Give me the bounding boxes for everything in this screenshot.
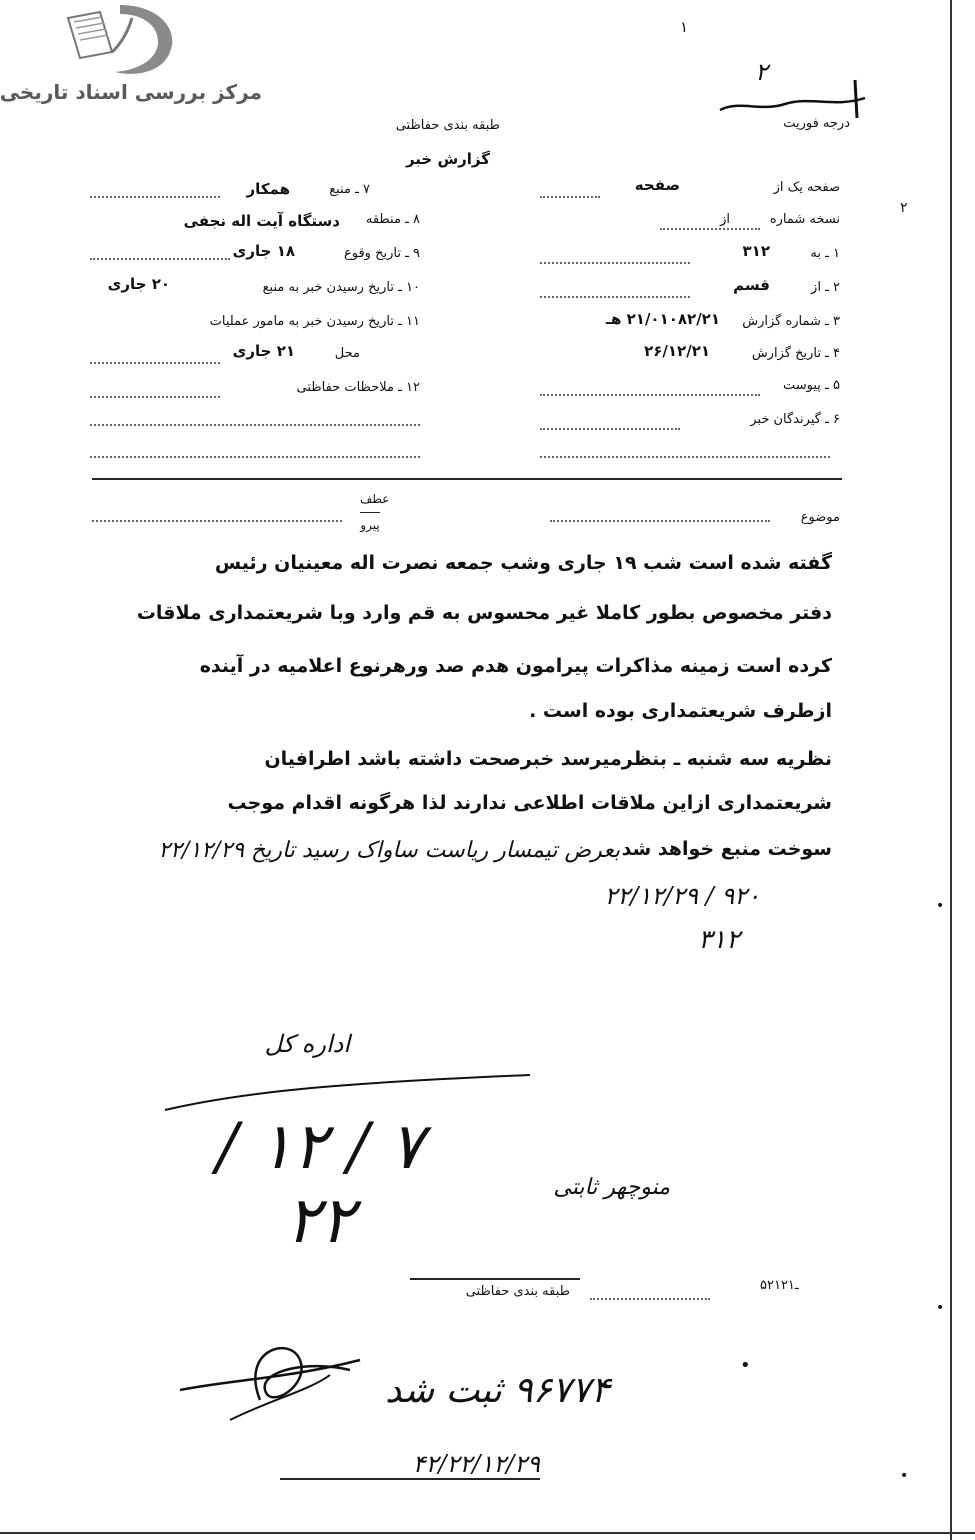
body-line-3: کرده است زمینه مذاکرات پیرامون هدم صد ورهرنوع اعلامیه در آینده	[199, 655, 832, 677]
logo-text: مرکز بررسی اسناد تاریخی	[0, 80, 262, 104]
field-6-label: ۶ ـ گیرندگان خبر	[750, 412, 840, 427]
field-1-label: ۱ ـ به	[810, 246, 840, 261]
margin-mark: ۲	[900, 200, 908, 216]
field-8-label: ۸ ـ منطقه	[365, 212, 420, 227]
body-line-7: سوخت منبع خواهد شد	[621, 838, 832, 860]
field-8-value: دستگاه آیت اله نجفی	[183, 212, 340, 230]
body-line-1: گفته شده است شب ۱۹ جاری وشب جمعه نصرت اله معینیان رئیس	[214, 552, 832, 574]
field-7-value: همکار	[246, 180, 290, 198]
footer-classification: طبقه بندی حفاظتی	[465, 1284, 570, 1299]
handwritten-note-3: ۳۱۲	[698, 925, 740, 955]
margin-dot: •	[936, 898, 945, 914]
signature-name: منوچهر ثابتی	[553, 1175, 670, 1200]
handwritten-bottom-date: ۴۲/۲۲/۱۲/۲۹	[280, 1450, 540, 1480]
margin-dot: •	[936, 1300, 945, 1316]
field-9-label: ۹ ـ تاریخ وقوع	[343, 246, 420, 261]
field-11-label: ۱۱ ـ تاریخ رسیدن خبر به مامور عملیات	[209, 314, 420, 329]
archive-books-icon	[60, 0, 180, 80]
footer-divider	[410, 1278, 580, 1280]
subject-ref-bottom: پیرو	[360, 518, 380, 532]
copy-value: از	[720, 212, 730, 227]
page-value: صفحه	[634, 176, 680, 194]
margin-dot: •	[900, 1468, 909, 1484]
body-line-6: شریعتمداری ازاین ملاقات اطلاعی ندارند لذا هرگونه اقدام موجب	[227, 792, 832, 814]
page-label: صفحه یک از	[773, 180, 840, 195]
field-3-label: ۳ ـ شماره گزارش	[742, 314, 840, 329]
field-1-value: ۳۱۲	[742, 242, 770, 260]
dotted-line	[90, 424, 420, 426]
dotted-line	[90, 362, 220, 364]
dotted-line	[550, 520, 770, 522]
handwritten-date: ۷ / ۱۲ / ۲۲	[216, 1110, 424, 1258]
dotted-line	[540, 456, 830, 458]
handwritten-note-2: ۹۲۰ / ۲۲/۱۲/۲۹	[604, 882, 760, 910]
handwritten-note-4: اداره کل	[264, 1030, 350, 1058]
copy-label: نسخه شماره	[769, 212, 840, 227]
priority-label: درجه فوریت	[783, 116, 850, 131]
body-line-4: ازطرف شریعتمداری بوده است .	[529, 700, 832, 722]
field-2-label: ۲ ـ از	[811, 280, 840, 295]
field-11-place: محل	[334, 346, 360, 361]
classification-label: طبقه بندی حفاظتی	[395, 118, 500, 133]
subject-ref-divider	[360, 512, 380, 513]
form-number: ۵۲ـ۱۲۱	[760, 1278, 799, 1293]
dotted-line	[90, 396, 220, 398]
page-edge-right	[950, 0, 952, 1540]
body-line-2: دفتر مخصوص بطور کاملا غیر محسوس به قم وارد وبا شریعتمداری ملاقات	[136, 602, 832, 624]
page-edge-bottom	[0, 1532, 975, 1534]
document-title: گزارش خبر	[405, 150, 490, 168]
field-11-value: ۲۱ جاری	[232, 342, 295, 360]
dotted-line	[90, 196, 220, 198]
field-10-label: ۱۰ ـ تاریخ رسیدن خبر به منبع	[262, 280, 420, 295]
subject-ref-top: عطف	[360, 492, 390, 506]
field-5-label: ۵ ـ پیوست	[783, 378, 840, 393]
handwritten-number: ۹۶۷۷۴ ثبت شد	[385, 1370, 610, 1411]
top-number: ۱	[680, 18, 689, 36]
body-line-5: نظریه سه شنبه ـ بنظرمیرسد خبرصحت داشته باشد اطرافیان	[264, 748, 832, 770]
subject-label: موضوع	[800, 510, 840, 525]
field-4-value: ۲۶/۱۲/۲۱	[644, 342, 710, 360]
dotted-line	[540, 196, 600, 198]
field-2-value: قسم	[733, 276, 770, 294]
corner-mark: ۲	[755, 58, 768, 86]
field-3-value: ۲۱/۰۱۰۸۲/۲۱ هـ	[605, 310, 720, 328]
dotted-line	[540, 296, 690, 298]
field-4-label: ۴ ـ تاریخ گزارش	[751, 346, 840, 361]
handwritten-note-1: بعرض تیمسار ریاست ساواک رسید تاریخ ۲۲/۱۲/۲۹	[158, 838, 620, 863]
dotted-line	[540, 262, 690, 264]
field-9-value: ۱۸ جاری	[232, 242, 295, 260]
field-10-value: ۲۰ جاری	[107, 275, 170, 293]
field-12-label: ۱۲ ـ ملاحظات حفاظتی	[296, 380, 420, 395]
dotted-line	[92, 520, 342, 522]
margin-dot: •	[740, 1355, 751, 1376]
header-divider	[92, 478, 842, 480]
dotted-line	[90, 456, 420, 458]
dotted-line	[540, 428, 680, 430]
dotted-line	[590, 1298, 710, 1300]
dotted-line	[660, 228, 760, 230]
field-7-label: ۷ ـ منبع	[329, 182, 370, 197]
dotted-line	[540, 394, 760, 396]
